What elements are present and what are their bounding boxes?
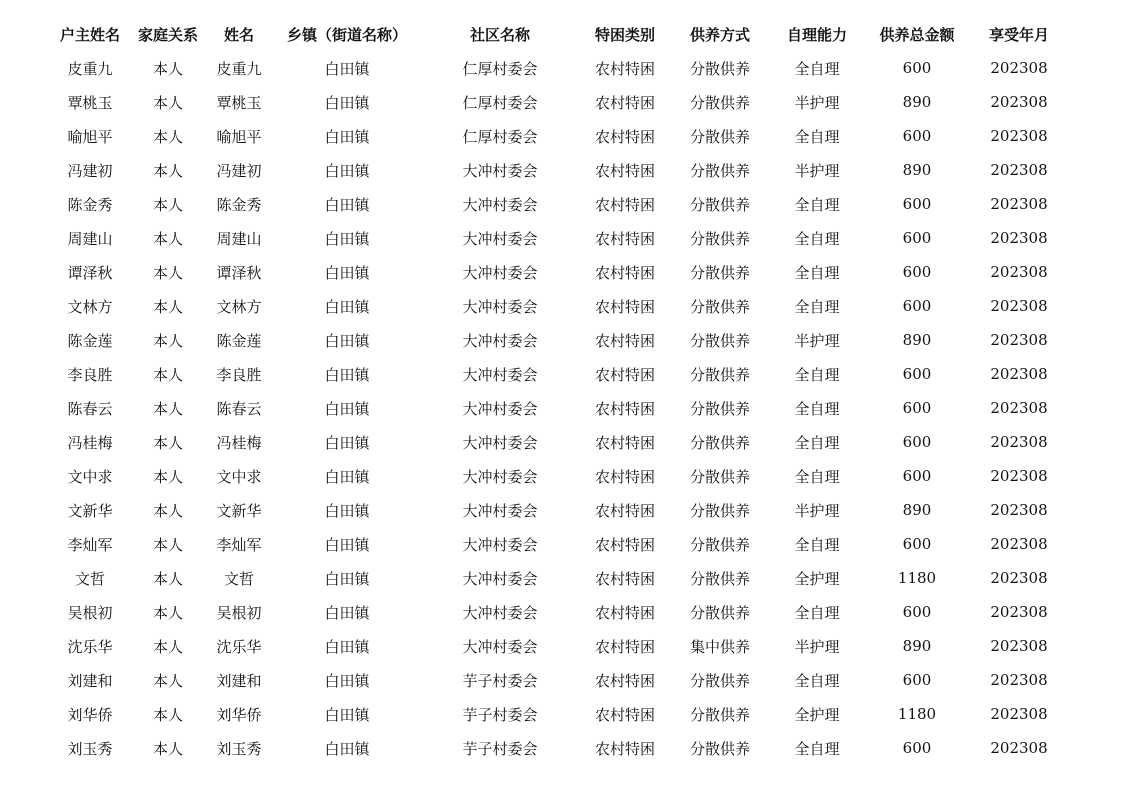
cell-name: 陈金莲 <box>216 331 262 350</box>
cell-period: 202308 <box>990 739 1048 757</box>
cell-township: 白田镇 <box>324 127 370 146</box>
cell-support-mode: 分散供养 <box>689 467 750 486</box>
cell-self-care: 半护理 <box>794 331 840 350</box>
table-row <box>52 289 1072 323</box>
cell-community: 大冲村委会 <box>462 229 538 248</box>
cell-householder-name: 陈金秀 <box>67 195 113 214</box>
cell-total-amount: 890 <box>902 93 932 111</box>
cell-support-mode: 分散供养 <box>689 671 750 690</box>
cell-community: 大冲村委会 <box>462 467 538 486</box>
cell-category: 农村特困 <box>594 365 655 384</box>
cell-family-relation: 本人 <box>152 637 183 656</box>
cell-township: 白田镇 <box>324 195 370 214</box>
cell-name: 李良胜 <box>216 365 262 384</box>
cell-period: 202308 <box>990 195 1048 213</box>
cell-name: 李灿军 <box>216 535 262 554</box>
table-row <box>52 493 1072 527</box>
cell-family-relation: 本人 <box>152 467 183 486</box>
cell-family-relation: 本人 <box>152 93 183 112</box>
cell-self-care: 全自理 <box>794 297 840 316</box>
cell-community: 大冲村委会 <box>462 195 538 214</box>
cell-township: 白田镇 <box>324 399 370 418</box>
cell-category: 农村特困 <box>594 195 655 214</box>
cell-category: 农村特困 <box>594 331 655 350</box>
table-row <box>52 459 1072 493</box>
cell-category: 农村特困 <box>594 433 655 452</box>
cell-self-care: 全自理 <box>794 433 840 452</box>
cell-self-care: 半护理 <box>794 637 840 656</box>
cell-total-amount: 600 <box>902 365 932 383</box>
cell-householder-name: 李良胜 <box>67 365 113 384</box>
table-body <box>52 51 1072 765</box>
cell-total-amount: 600 <box>902 603 932 621</box>
cell-family-relation: 本人 <box>152 501 183 520</box>
cell-self-care: 全自理 <box>794 399 840 418</box>
cell-self-care: 全自理 <box>794 229 840 248</box>
cell-period: 202308 <box>990 331 1048 349</box>
cell-self-care: 全自理 <box>794 263 840 282</box>
table-row <box>52 119 1072 153</box>
cell-township: 白田镇 <box>324 229 370 248</box>
cell-self-care: 全自理 <box>794 603 840 622</box>
table-row <box>52 425 1072 459</box>
header-total-amount: 供养总金额 <box>879 25 955 44</box>
cell-total-amount: 600 <box>902 59 932 77</box>
cell-category: 农村特困 <box>594 739 655 758</box>
cell-family-relation: 本人 <box>152 161 183 180</box>
table-row <box>52 153 1072 187</box>
cell-householder-name: 吴根初 <box>67 603 113 622</box>
cell-township: 白田镇 <box>324 535 370 554</box>
cell-total-amount: 890 <box>902 331 932 349</box>
cell-householder-name: 文哲 <box>74 569 105 588</box>
cell-period: 202308 <box>990 637 1048 655</box>
table-row <box>52 323 1072 357</box>
cell-self-care: 半护理 <box>794 501 840 520</box>
cell-category: 农村特困 <box>594 263 655 282</box>
table-row <box>52 357 1072 391</box>
cell-community: 芋子村委会 <box>462 705 538 724</box>
cell-community: 大冲村委会 <box>462 331 538 350</box>
cell-householder-name: 覃桃玉 <box>67 93 113 112</box>
table-row <box>52 255 1072 289</box>
cell-family-relation: 本人 <box>152 705 183 724</box>
header-family-relation: 家庭关系 <box>137 25 198 44</box>
cell-category: 农村特困 <box>594 161 655 180</box>
cell-total-amount: 600 <box>902 535 932 553</box>
cell-total-amount: 600 <box>902 739 932 757</box>
cell-total-amount: 890 <box>902 501 932 519</box>
cell-category: 农村特困 <box>594 127 655 146</box>
cell-community: 大冲村委会 <box>462 569 538 588</box>
cell-self-care: 全护理 <box>794 705 840 724</box>
cell-township: 白田镇 <box>324 161 370 180</box>
cell-category: 农村特困 <box>594 535 655 554</box>
cell-householder-name: 谭泽秋 <box>67 263 113 282</box>
cell-community: 大冲村委会 <box>462 161 538 180</box>
cell-township: 白田镇 <box>324 671 370 690</box>
cell-name: 刘玉秀 <box>216 739 262 758</box>
cell-support-mode: 分散供养 <box>689 229 750 248</box>
table-header-row <box>52 17 1072 51</box>
cell-householder-name: 刘华侨 <box>67 705 113 724</box>
cell-period: 202308 <box>990 433 1048 451</box>
cell-period: 202308 <box>990 229 1048 247</box>
cell-period: 202308 <box>990 59 1048 77</box>
cell-period: 202308 <box>990 263 1048 281</box>
cell-township: 白田镇 <box>324 365 370 384</box>
cell-family-relation: 本人 <box>152 739 183 758</box>
header-self-care: 自理能力 <box>786 25 847 44</box>
cell-householder-name: 陈金莲 <box>67 331 113 350</box>
support-recipients-table-wrapper <box>52 17 1072 765</box>
cell-name: 吴根初 <box>216 603 262 622</box>
cell-support-mode: 分散供养 <box>689 399 750 418</box>
cell-support-mode: 分散供养 <box>689 127 750 146</box>
header-category: 特困类别 <box>594 25 655 44</box>
cell-self-care: 全自理 <box>794 671 840 690</box>
cell-period: 202308 <box>990 297 1048 315</box>
cell-family-relation: 本人 <box>152 229 183 248</box>
cell-township: 白田镇 <box>324 705 370 724</box>
cell-community: 大冲村委会 <box>462 637 538 656</box>
cell-householder-name: 刘建和 <box>67 671 113 690</box>
cell-householder-name: 文林方 <box>67 297 113 316</box>
cell-total-amount: 600 <box>902 229 932 247</box>
cell-township: 白田镇 <box>324 93 370 112</box>
cell-name: 文林方 <box>216 297 262 316</box>
cell-family-relation: 本人 <box>152 297 183 316</box>
cell-township: 白田镇 <box>324 59 370 78</box>
cell-total-amount: 600 <box>902 297 932 315</box>
cell-self-care: 半护理 <box>794 93 840 112</box>
cell-name: 文新华 <box>216 501 262 520</box>
cell-support-mode: 分散供养 <box>689 297 750 316</box>
cell-support-mode: 分散供养 <box>689 263 750 282</box>
cell-category: 农村特困 <box>594 399 655 418</box>
cell-householder-name: 文新华 <box>67 501 113 520</box>
cell-householder-name: 文中求 <box>67 467 113 486</box>
cell-township: 白田镇 <box>324 501 370 520</box>
table-row <box>52 187 1072 221</box>
cell-township: 白田镇 <box>324 467 370 486</box>
cell-support-mode: 分散供养 <box>689 195 750 214</box>
cell-self-care: 全自理 <box>794 535 840 554</box>
cell-family-relation: 本人 <box>152 433 183 452</box>
cell-family-relation: 本人 <box>152 127 183 146</box>
cell-self-care: 全自理 <box>794 467 840 486</box>
cell-support-mode: 分散供养 <box>689 501 750 520</box>
table-row <box>52 85 1072 119</box>
cell-total-amount: 1180 <box>897 705 937 723</box>
cell-support-mode: 分散供养 <box>689 705 750 724</box>
cell-name: 文哲 <box>223 569 254 588</box>
cell-support-mode: 分散供养 <box>689 603 750 622</box>
cell-period: 202308 <box>990 467 1048 485</box>
cell-name: 沈乐华 <box>216 637 262 656</box>
cell-total-amount: 1180 <box>897 569 937 587</box>
cell-period: 202308 <box>990 671 1048 689</box>
cell-family-relation: 本人 <box>152 263 183 282</box>
cell-total-amount: 600 <box>902 399 932 417</box>
cell-householder-name: 冯桂梅 <box>67 433 113 452</box>
cell-support-mode: 分散供养 <box>689 433 750 452</box>
table-row <box>52 221 1072 255</box>
cell-name: 文中求 <box>216 467 262 486</box>
cell-period: 202308 <box>990 93 1048 111</box>
cell-community: 大冲村委会 <box>462 535 538 554</box>
cell-support-mode: 分散供养 <box>689 739 750 758</box>
header-community: 社区名称 <box>469 25 530 44</box>
cell-support-mode: 集中供养 <box>689 637 750 656</box>
cell-name: 陈金秀 <box>216 195 262 214</box>
cell-community: 大冲村委会 <box>462 603 538 622</box>
cell-family-relation: 本人 <box>152 59 183 78</box>
cell-community: 芋子村委会 <box>462 739 538 758</box>
cell-family-relation: 本人 <box>152 535 183 554</box>
cell-support-mode: 分散供养 <box>689 535 750 554</box>
cell-name: 冯建初 <box>216 161 262 180</box>
cell-community: 大冲村委会 <box>462 399 538 418</box>
table-row <box>52 595 1072 629</box>
table-row <box>52 527 1072 561</box>
cell-family-relation: 本人 <box>152 399 183 418</box>
cell-self-care: 全护理 <box>794 569 840 588</box>
cell-township: 白田镇 <box>324 637 370 656</box>
cell-community: 仁厚村委会 <box>462 59 538 78</box>
cell-total-amount: 600 <box>902 433 932 451</box>
header-householder-name: 户主姓名 <box>59 25 120 44</box>
cell-householder-name: 李灿军 <box>67 535 113 554</box>
cell-name: 刘建和 <box>216 671 262 690</box>
cell-total-amount: 890 <box>902 161 932 179</box>
cell-householder-name: 周建山 <box>67 229 113 248</box>
cell-name: 陈春云 <box>216 399 262 418</box>
cell-name: 冯桂梅 <box>216 433 262 452</box>
cell-community: 仁厚村委会 <box>462 93 538 112</box>
cell-category: 农村特困 <box>594 569 655 588</box>
cell-total-amount: 600 <box>902 195 932 213</box>
cell-name: 喻旭平 <box>216 127 262 146</box>
cell-family-relation: 本人 <box>152 603 183 622</box>
table-row <box>52 51 1072 85</box>
cell-support-mode: 分散供养 <box>689 93 750 112</box>
cell-township: 白田镇 <box>324 263 370 282</box>
cell-community: 大冲村委会 <box>462 501 538 520</box>
cell-family-relation: 本人 <box>152 671 183 690</box>
table-row <box>52 663 1072 697</box>
cell-period: 202308 <box>990 603 1048 621</box>
cell-total-amount: 600 <box>902 263 932 281</box>
table-row <box>52 629 1072 663</box>
cell-name: 谭泽秋 <box>216 263 262 282</box>
cell-township: 白田镇 <box>324 297 370 316</box>
cell-support-mode: 分散供养 <box>689 365 750 384</box>
cell-category: 农村特困 <box>594 93 655 112</box>
cell-period: 202308 <box>990 127 1048 145</box>
cell-total-amount: 600 <box>902 671 932 689</box>
cell-community: 仁厚村委会 <box>462 127 538 146</box>
table-row <box>52 731 1072 765</box>
cell-householder-name: 皮重九 <box>67 59 113 78</box>
cell-support-mode: 分散供养 <box>689 569 750 588</box>
table-row <box>52 391 1072 425</box>
cell-householder-name: 陈春云 <box>67 399 113 418</box>
cell-community: 大冲村委会 <box>462 297 538 316</box>
cell-period: 202308 <box>990 569 1048 587</box>
cell-self-care: 全自理 <box>794 195 840 214</box>
cell-family-relation: 本人 <box>152 365 183 384</box>
cell-householder-name: 沈乐华 <box>67 637 113 656</box>
cell-township: 白田镇 <box>324 739 370 758</box>
cell-family-relation: 本人 <box>152 195 183 214</box>
cell-category: 农村特困 <box>594 297 655 316</box>
cell-category: 农村特困 <box>594 467 655 486</box>
cell-community: 大冲村委会 <box>462 365 538 384</box>
cell-period: 202308 <box>990 399 1048 417</box>
cell-name: 刘华侨 <box>216 705 262 724</box>
cell-self-care: 全自理 <box>794 365 840 384</box>
cell-community: 芋子村委会 <box>462 671 538 690</box>
cell-category: 农村特困 <box>594 59 655 78</box>
header-support-mode: 供养方式 <box>689 25 750 44</box>
header-period: 享受年月 <box>988 25 1049 44</box>
cell-householder-name: 喻旭平 <box>67 127 113 146</box>
cell-householder-name: 冯建初 <box>67 161 113 180</box>
cell-householder-name: 刘玉秀 <box>67 739 113 758</box>
cell-support-mode: 分散供养 <box>689 161 750 180</box>
cell-total-amount: 600 <box>902 127 932 145</box>
cell-community: 大冲村委会 <box>462 263 538 282</box>
table-row <box>52 561 1072 595</box>
cell-support-mode: 分散供养 <box>689 59 750 78</box>
cell-category: 农村特困 <box>594 671 655 690</box>
cell-self-care: 全自理 <box>794 59 840 78</box>
cell-name: 覃桃玉 <box>216 93 262 112</box>
cell-self-care: 全自理 <box>794 127 840 146</box>
cell-community: 大冲村委会 <box>462 433 538 452</box>
cell-period: 202308 <box>990 705 1048 723</box>
cell-category: 农村特困 <box>594 229 655 248</box>
cell-category: 农村特困 <box>594 603 655 622</box>
cell-total-amount: 600 <box>902 467 932 485</box>
support-recipients-table <box>52 17 1072 765</box>
cell-category: 农村特困 <box>594 705 655 724</box>
cell-family-relation: 本人 <box>152 569 183 588</box>
cell-self-care: 半护理 <box>794 161 840 180</box>
cell-name: 皮重九 <box>216 59 262 78</box>
header-township: 乡镇（街道名称） <box>286 25 407 44</box>
cell-period: 202308 <box>990 161 1048 179</box>
cell-name: 周建山 <box>216 229 262 248</box>
table-row <box>52 697 1072 731</box>
cell-township: 白田镇 <box>324 603 370 622</box>
cell-township: 白田镇 <box>324 433 370 452</box>
header-name: 姓名 <box>223 25 254 44</box>
cell-period: 202308 <box>990 535 1048 553</box>
cell-township: 白田镇 <box>324 569 370 588</box>
cell-township: 白田镇 <box>324 331 370 350</box>
cell-period: 202308 <box>990 501 1048 519</box>
cell-self-care: 全自理 <box>794 739 840 758</box>
cell-period: 202308 <box>990 365 1048 383</box>
cell-family-relation: 本人 <box>152 331 183 350</box>
cell-category: 农村特困 <box>594 501 655 520</box>
cell-total-amount: 890 <box>902 637 932 655</box>
cell-support-mode: 分散供养 <box>689 331 750 350</box>
cell-category: 农村特困 <box>594 637 655 656</box>
